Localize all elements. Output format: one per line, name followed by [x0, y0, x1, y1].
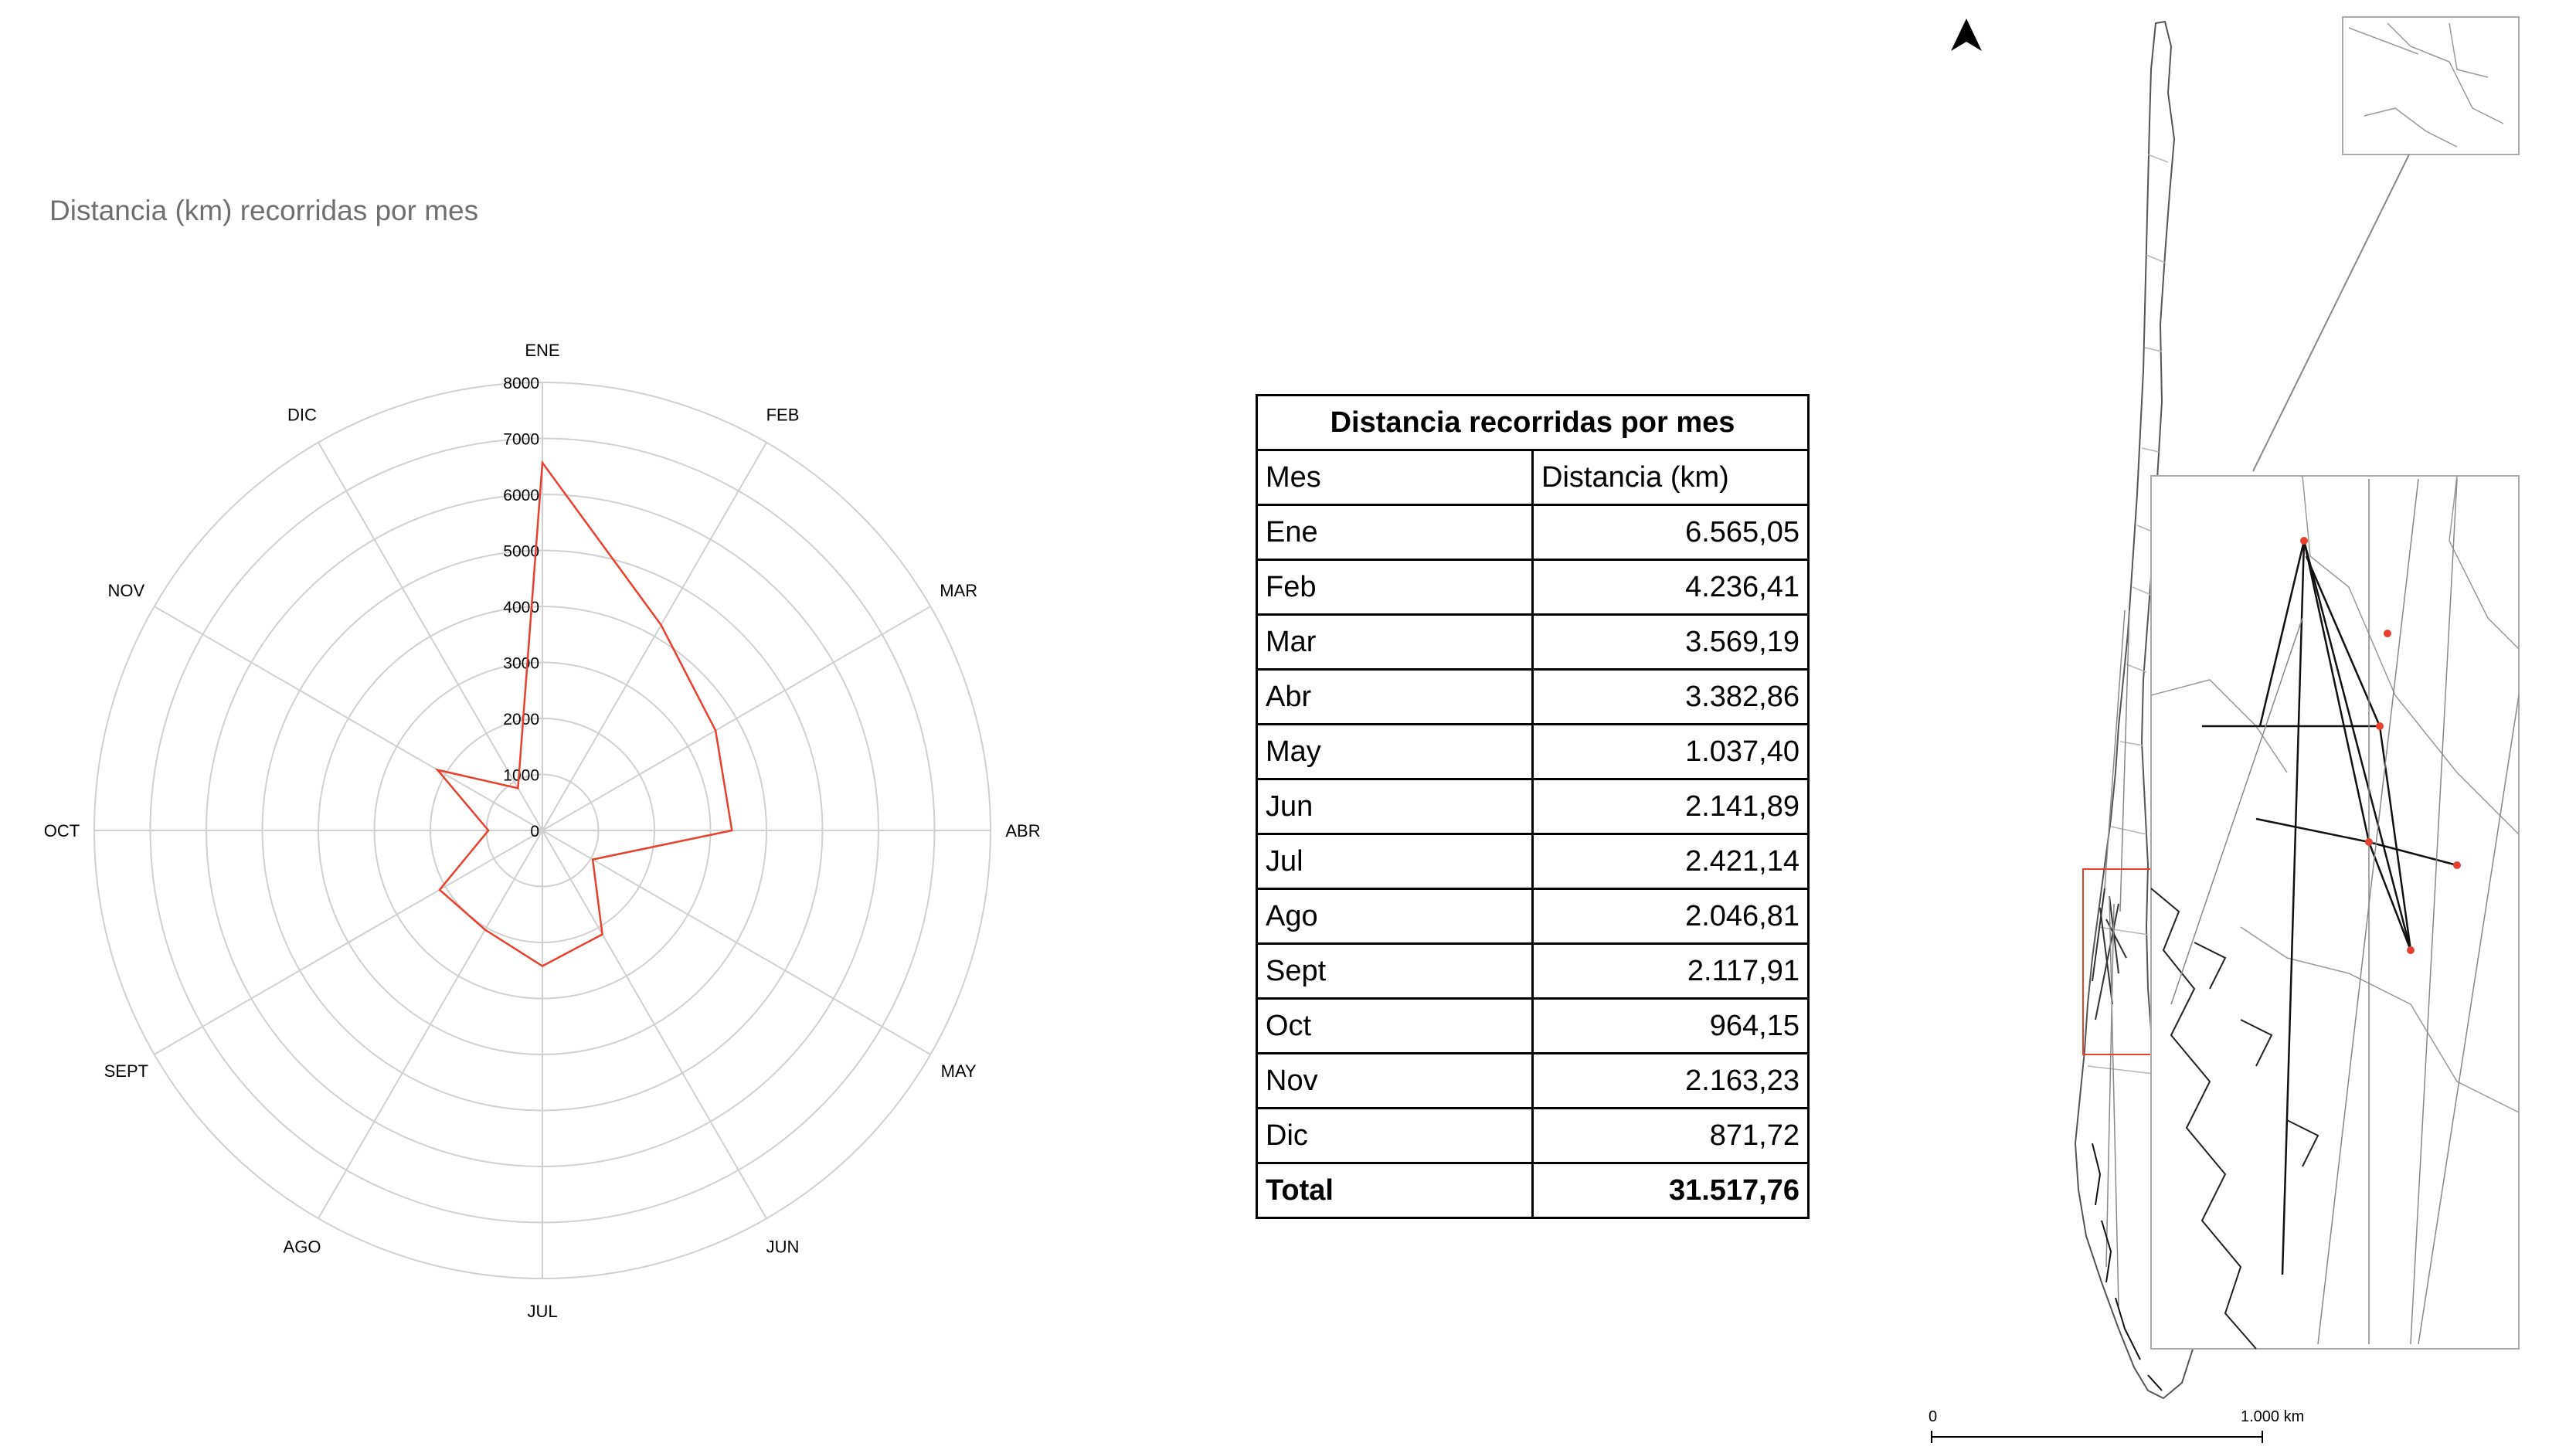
cell-mes: Sept [1257, 944, 1533, 999]
table-caption: Distancia recorridas por mes [1257, 396, 1809, 450]
cell-mes: May [1257, 725, 1533, 779]
radar-axes [44, 341, 1041, 1321]
radial-tick-label: 8000 [503, 375, 539, 392]
north-arrow-icon [1951, 19, 1982, 51]
grid-spoke [542, 830, 766, 1218]
cell-distancia: 4.236,41 [1533, 560, 1809, 615]
axis-label-jun: JUN [766, 1237, 800, 1257]
radial-tick-label: 3000 [503, 654, 539, 673]
data-point-ago [484, 929, 485, 930]
table-row [1257, 779, 1809, 834]
table-row [1257, 560, 1809, 615]
axis-label-abr: ABR [1005, 821, 1041, 840]
grid-spoke [542, 830, 930, 1054]
table-row [1257, 725, 1809, 779]
cell-distancia: 1.037,40 [1533, 725, 1809, 779]
axis-label-feb: FEB [766, 405, 800, 425]
cell-mes: Ene [1257, 505, 1533, 560]
radar-tick-labels [503, 375, 539, 840]
grid-spoke [542, 443, 766, 830]
cell-distancia: 2.141,89 [1533, 779, 1809, 834]
axis-label-ene: ENE [525, 341, 560, 360]
radial-tick-label: 0 [530, 823, 539, 840]
cell-distancia: 871,72 [1533, 1109, 1809, 1163]
axis-label-sept: SEPT [104, 1061, 149, 1081]
table-row [1257, 889, 1809, 944]
radial-tick-label: 6000 [503, 487, 539, 504]
radial-tick-label: 2000 [503, 711, 539, 728]
axis-label-dic: DIC [287, 405, 317, 425]
table-total-row [1257, 1163, 1809, 1218]
data-point-mar [715, 730, 716, 731]
cell-mes: Ago [1257, 889, 1533, 944]
axis-label-nov: NOV [107, 581, 145, 600]
cell-total-label: Total [1257, 1163, 1533, 1218]
axis-label-may: MAY [940, 1061, 977, 1081]
cell-distancia: 3.382,86 [1533, 670, 1809, 725]
radar-series [437, 463, 732, 966]
axis-label-ago: AGO [283, 1237, 321, 1257]
map-panel [1916, 0, 2534, 1450]
inset-zoom [2151, 476, 2519, 1349]
cell-mes: Feb [1257, 560, 1533, 615]
table-row [1257, 1054, 1809, 1109]
cell-distancia: 2.117,91 [1533, 944, 1809, 999]
axis-label-mar: MAR [940, 581, 978, 600]
column-header-distancia: Distancia (km) [1533, 450, 1809, 505]
radial-tick-label: 5000 [503, 542, 539, 561]
cell-mes: Mar [1257, 615, 1533, 670]
inset-connector [2253, 155, 2409, 471]
cell-distancia: 2.046,81 [1533, 889, 1809, 944]
table-row [1257, 505, 1809, 560]
cell-total-value: 31.517,76 [1533, 1163, 1809, 1218]
table-row [1257, 1109, 1809, 1163]
radial-tick-label: 7000 [503, 430, 539, 449]
cell-distancia: 964,15 [1533, 999, 1809, 1054]
table-row [1257, 670, 1809, 725]
table-row [1257, 834, 1809, 889]
cell-mes: Oct [1257, 999, 1533, 1054]
cell-mes: Nov [1257, 1054, 1533, 1109]
cell-mes: Abr [1257, 670, 1533, 725]
axis-label-oct: OCT [43, 821, 80, 840]
axis-label-jul: JUL [527, 1302, 558, 1321]
cell-mes: Dic [1257, 1109, 1533, 1163]
cell-mes: Jul [1257, 834, 1533, 889]
cell-distancia: 6.565,05 [1533, 505, 1809, 560]
series-line [437, 463, 732, 966]
cell-distancia: 2.163,23 [1533, 1054, 1809, 1109]
table-row [1257, 999, 1809, 1054]
grid-spoke [155, 830, 542, 1054]
column-header-mes: Mes [1257, 450, 1533, 505]
scale-bar [1929, 1408, 2304, 1443]
grid-spoke [318, 830, 542, 1218]
radar-chart [0, 0, 1159, 1450]
table-header-row [1257, 450, 1809, 505]
radial-tick-label: 4000 [503, 599, 539, 616]
radial-tick-label: 1000 [503, 766, 539, 785]
cell-distancia: 2.421,14 [1533, 834, 1809, 889]
cell-mes: Jun [1257, 779, 1533, 834]
table-row [1257, 615, 1809, 670]
chart-title: Distancia (km) recorridas por mes [49, 195, 479, 226]
data-point-ene [542, 463, 543, 464]
grid-spoke [155, 606, 542, 830]
data-point-jun [602, 934, 603, 935]
data-point-oct [488, 830, 489, 831]
data-point-nov [437, 769, 438, 770]
grid-spoke [542, 606, 930, 830]
scale-start-label: 0 [1929, 1408, 1938, 1425]
scale-end-label: 1.000 km [2241, 1408, 2305, 1425]
table-row [1257, 944, 1809, 999]
distance-table [1256, 394, 1810, 1219]
cell-distancia: 3.569,19 [1533, 615, 1809, 670]
